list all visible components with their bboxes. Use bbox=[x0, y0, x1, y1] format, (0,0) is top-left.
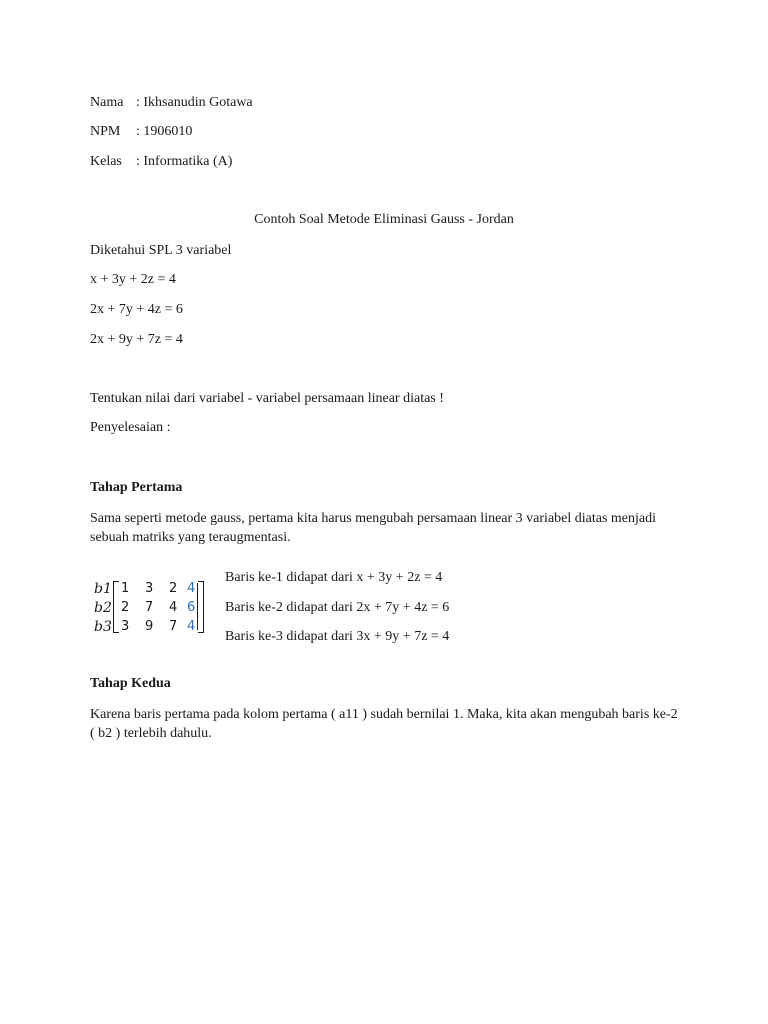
matrix-cell: 7 bbox=[169, 619, 178, 634]
matrix-cell-augmented: 6 bbox=[187, 600, 196, 615]
matrix-cell-augmented: 4 bbox=[187, 581, 196, 596]
identity-separator: : bbox=[136, 154, 140, 169]
matrix-row-label: b3 bbox=[94, 619, 112, 635]
step1-heading: Tahap Pertama bbox=[90, 480, 183, 495]
matrix-note: Baris ke-1 didapat dari x + 3y + 2z = 4 bbox=[225, 570, 443, 585]
identity-label: NPM bbox=[90, 124, 121, 139]
identity-separator: : bbox=[136, 124, 140, 139]
intro-text: Diketahui SPL 3 variabel bbox=[90, 243, 232, 258]
equation-3: 2x + 9y + 7z = 4 bbox=[90, 332, 183, 347]
step1-paragraph: Sama seperti metode gauss, pertama kita harus mengubah persamaan linear 3 variabel diatas menjadi sebuah matriks yang teraugmentasi. bbox=[90, 511, 657, 545]
augmented-matrix bbox=[94, 580, 214, 634]
step2-paragraph: Karena baris pertama pada kolom pertama ( a11 ) sudah bernilai 1. Maka, kita akan mengubah baris ke-2 ( b2 ) terlebih dahulu. bbox=[90, 707, 678, 741]
identity-label: Nama bbox=[90, 95, 124, 110]
matrix-right-bracket bbox=[198, 581, 204, 633]
identity-npm-row bbox=[90, 123, 192, 141]
matrix-cell: 2 bbox=[121, 600, 130, 615]
document-title: Contoh Soal Metode Eliminasi Gauss - Jordan bbox=[254, 212, 514, 227]
equation-2: 2x + 7y + 4z = 6 bbox=[90, 302, 183, 317]
identity-name-row bbox=[90, 94, 253, 112]
matrix-left-bracket bbox=[113, 581, 119, 633]
identity-value: Informatika (A) bbox=[143, 154, 233, 169]
matrix-cell: 4 bbox=[169, 600, 178, 615]
identity-kelas-row bbox=[90, 153, 232, 171]
identity-value: 1906010 bbox=[143, 124, 193, 139]
matrix-cell: 2 bbox=[169, 581, 178, 596]
matrix-cell: 9 bbox=[145, 619, 154, 634]
identity-value: Ikhsanudin Gotawa bbox=[143, 95, 253, 110]
step2-heading: Tahap Kedua bbox=[90, 676, 171, 691]
matrix-cell: 3 bbox=[145, 581, 154, 596]
matrix-note: Baris ke-2 didapat dari 2x + 7y + 4z = 6 bbox=[225, 600, 450, 615]
matrix-cell: 3 bbox=[121, 619, 130, 634]
matrix-row-label: b1 bbox=[94, 581, 112, 597]
matrix-cell-augmented: 4 bbox=[187, 619, 196, 634]
equation-1: x + 3y + 2z = 4 bbox=[90, 272, 176, 287]
identity-separator: : bbox=[136, 95, 140, 110]
question-text: Tentukan nilai dari variabel - variabel persamaan linear diatas ! bbox=[90, 391, 444, 406]
matrix-row-label: b2 bbox=[94, 600, 112, 616]
matrix-cell: 1 bbox=[121, 581, 130, 596]
matrix-note: Baris ke-3 didapat dari 3x + 9y + 7z = 4 bbox=[225, 629, 450, 644]
solution-label: Penyelesaian : bbox=[90, 420, 171, 435]
identity-label: Kelas bbox=[90, 154, 122, 169]
matrix-cell: 7 bbox=[145, 600, 154, 615]
